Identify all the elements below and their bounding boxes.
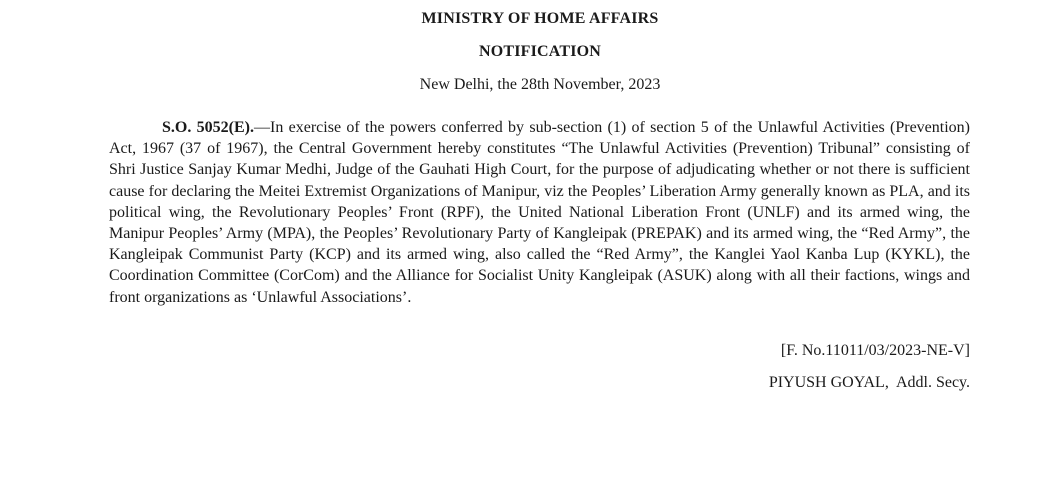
signatory: PIYUSH GOYAL, Addl. Secy. [768,374,970,391]
file-number: [F. No.11011/03/2023-NE-V] [780,342,970,359]
body-text: —In exercise of the powers conferred by sub-section (1) of section 5 of the Unlawful Activities (Prevention) Act, 1967 (37 of 1967), the Central Government hereby constitutes “The Unlawful Activities (Prevention) Tribunal” consisting of Shri Justice Sanjay Kumar Medhi, Judge of the Gauhati High Court, for the purpose of adjudicating whether or not there is sufficient cause for declaring the Meitei Extremist Organizations of Manipur, viz the Peoples’ Liberation Army generally known as PLA, and its political wing, the Revolutionary Peoples’ Front (RPF), the United National Liberation Front (UNLF) and its armed wing, the Manipur Peoples’ Army (MPA), the Peoples’ Revolutionary Party of Kangleipak (PREPAK) and its armed wing, the “Red Army”, the Kangleipak Communist Party (KCP) and its armed wing, also called the “Red Army”, the Kanglei Yaol Kanba Lup (KYKL), the Coordination Committee (CorCom) and the Alliance for Socialist Unity Kangleipak (ASUK) along with all their factions, wings and front organizations as ‘Unlawful Associations’. [109,119,971,306]
notification-title: NOTIFICATION [478,43,602,60]
so-number: S.O. 5052(E). [162,119,254,136]
notification-body [109,117,970,308]
ministry-heading: MINISTRY OF HOME AFFAIRS [421,10,659,27]
dateline: New Delhi, the 28th November, 2023 [419,76,661,93]
